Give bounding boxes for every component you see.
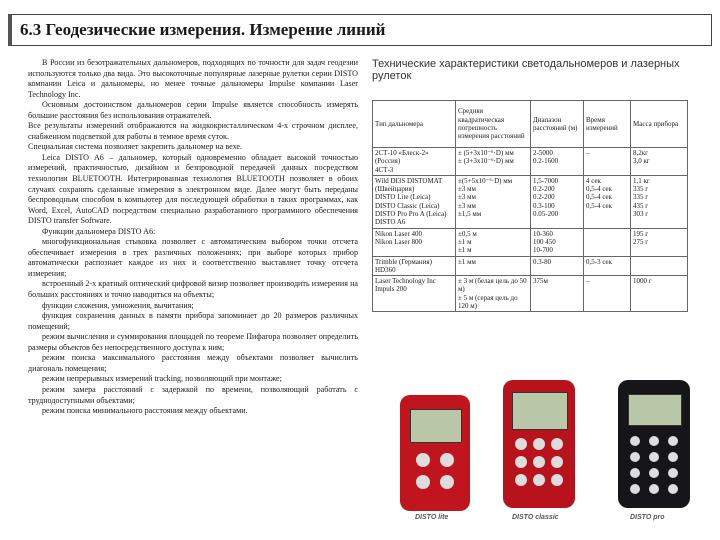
device-label: DISTO classic bbox=[512, 514, 559, 521]
disto-lite-device bbox=[400, 395, 470, 511]
table-cell: Nikon Laser 400 Nikon Laser 800 bbox=[373, 228, 456, 256]
device-key bbox=[440, 453, 454, 467]
body-paragraph: режим замера расстояний с задержкой по времени, позволяющий работать с труднодоступными объектами; bbox=[28, 384, 358, 405]
body-paragraph: Leica DISTO A6 – дальномер, который одновременно обладает высокой точностью измерений, практичностью, дизайном и безпроводной передачей данных посредством технологии BLUETOOTH. Интегрированная технология BLUETOOTH позволяет в обоих случаях сохранять сделанные измерения в электронном виде. Далее могут быть переданы беспроводным способом в компьютер для последующей обработки в таких программах, как Word, Excel, AutoCAD посредством специально разработанного программного обеспечения DISTO transfer Software. bbox=[28, 152, 358, 226]
table-header-cell: Средняя квадратическая погрешность измерения расстояний bbox=[456, 101, 531, 148]
table-cell: 375м bbox=[531, 276, 584, 312]
device-screen bbox=[628, 394, 682, 426]
device-key bbox=[649, 468, 659, 478]
table-cell: Laser Technology Inc Impuls 200 bbox=[373, 276, 456, 312]
device-key bbox=[668, 468, 678, 478]
device-key bbox=[668, 452, 678, 462]
table-cell: Wild DI3S DISTOMAT (Швейцария) DISTO Lite (Leica) DISTO Classic (Leica) DISTO Pro Pro A (Leica) DISTO A6 bbox=[373, 175, 456, 228]
body-paragraph: функция сохранения данных в памяти прибора запоминает до 20 размеров различных помещений; bbox=[28, 311, 358, 331]
device-key bbox=[649, 436, 659, 446]
body-paragraph: Все результаты измерений отображаются на жидкокристаллическом 4-х строчном дисплее, снабженном подсветкой для работы в темное время суток. bbox=[28, 121, 358, 141]
table-cell: 10-360 100 450 10-700 bbox=[531, 228, 584, 256]
device-key bbox=[416, 453, 430, 467]
device-key bbox=[533, 438, 545, 450]
table-row bbox=[373, 256, 688, 276]
table-cell: Trimble (Германия) HD360 bbox=[373, 256, 456, 276]
device-key bbox=[515, 474, 527, 486]
table-title: Технические характеристики светодальномеров и лазерных рулеток bbox=[372, 58, 680, 82]
body-paragraph: режим поиска минимального расстояния между объектами. bbox=[42, 406, 248, 416]
device-key bbox=[649, 484, 659, 494]
device-key bbox=[440, 475, 454, 489]
body-paragraph: многофункциональная стыковка позволяет с автоматическим выбором точки отсчета обеспечивает измерения в трех различных положениях; при выборе которых прибор автоматически распознает каждое из них и соответственно выставляет точку отсчета измерения; bbox=[28, 237, 358, 278]
device-key bbox=[515, 438, 527, 450]
body-paragraph: функции сложения, умножения, вычитания; bbox=[42, 300, 194, 310]
device-key bbox=[630, 484, 640, 494]
body-paragraph: Основным достоинством дальномеров серии Impulse является способность измерять большие расстояния без использования отражателей. bbox=[28, 100, 358, 120]
table-row bbox=[373, 148, 688, 176]
device-key bbox=[630, 436, 640, 446]
table-cell: 0,5-3 сек bbox=[584, 256, 631, 276]
device-key bbox=[630, 468, 640, 478]
table-cell: 8,2кг 3,0 кг bbox=[631, 148, 688, 176]
table-cell: ±1 мм bbox=[456, 256, 531, 276]
table-cell: 1,5-7000 0.2-200 0.2-200 0.3-100 0.05-200 bbox=[531, 175, 584, 228]
table-row bbox=[373, 276, 688, 312]
device-label: DISTO pro bbox=[630, 514, 665, 521]
body-paragraph: В России из безотражательных дальномеров, подходящих по точности для задач геодезии используются только два вида. Это высокоточные популярные лазерные рулетки серии DISTO компании Leica и дальномеры, но менее точные дальномеры Impulse компании Laser Technology Inc. bbox=[28, 58, 358, 99]
table-cell: ±0,5 м ±1 м ±1 м bbox=[456, 228, 531, 256]
disto-classic-device bbox=[503, 380, 575, 508]
table-row bbox=[373, 175, 688, 228]
table-cell: ± (5+3х10⁻⁶·D) мм ± (3+3х10⁻⁶·D) мм bbox=[456, 148, 531, 176]
table-cell: 2-5000 0.2-1600 bbox=[531, 148, 584, 176]
table-header-cell: Тип дальномера bbox=[373, 101, 456, 148]
table-cell: ±(5+5х10⁻⁶·D) мм ±3 мм ±3 мм ±3 мм ±1,5 мм bbox=[456, 175, 531, 228]
body-paragraph: режим вычисления и суммирования площадей по теореме Пифагора позволяет определить размеры объектов без непосредственного доступа к ним; bbox=[28, 332, 358, 352]
table-cell bbox=[631, 256, 688, 276]
table-cell: 2СТ-10 «Блеск-2» (Россия) 4СТ-3 bbox=[373, 148, 456, 176]
slide-title: 6.3 Геодезические измерения. Измерение линий bbox=[20, 20, 386, 39]
device-key bbox=[416, 475, 430, 489]
device-key bbox=[668, 484, 678, 494]
table-cell: ± 3 м (белая цель до 50 м) ± 5 м (серая цель до 120 м) bbox=[456, 276, 531, 312]
slide-title-bar bbox=[8, 14, 712, 46]
body-paragraph: режим непрерывных измерений tracking, позволяющий при монтаже; bbox=[42, 374, 282, 384]
table-row bbox=[373, 228, 688, 256]
disto-pro-device bbox=[618, 380, 690, 508]
table-header-cell: Диапазон расстояний (м) bbox=[531, 101, 584, 148]
device-screen bbox=[512, 392, 568, 430]
table-cell: 195 г 275 г bbox=[631, 228, 688, 256]
table-header-cell: Масса прибора bbox=[631, 101, 688, 148]
body-paragraph: Функции дальномера DISTO A6: bbox=[42, 226, 156, 236]
body-paragraph: Специальная система позволяет закрепить дальномер на вехе. bbox=[28, 142, 243, 152]
device-label: DISTO lite bbox=[415, 514, 449, 521]
table-header-row bbox=[373, 101, 688, 148]
device-key bbox=[533, 474, 545, 486]
table-cell: 1,1 кг 335 г 335 г 435 г 303 г bbox=[631, 175, 688, 228]
device-key bbox=[551, 438, 563, 450]
body-paragraph: режим поиска максимального расстояния между объектами позволяет вычислить диагональ помещения; bbox=[28, 353, 358, 373]
table-cell: – bbox=[584, 148, 631, 176]
table-header-cell: Время измерений bbox=[584, 101, 631, 148]
spec-table bbox=[372, 100, 688, 312]
device-screen bbox=[410, 409, 462, 443]
device-key bbox=[630, 452, 640, 462]
device-key bbox=[649, 452, 659, 462]
table-cell: 4 сек 0,5-4 сек 0,5-4 сек 0,5-4 сек bbox=[584, 175, 631, 228]
table-cell: 1000 г bbox=[631, 276, 688, 312]
device-key bbox=[515, 456, 527, 468]
body-paragraph: встроенный 2-х кратный оптический цифровой визир позволяет производить измерения на больших расстояниях и точно наводиться на объекты; bbox=[28, 279, 358, 300]
device-key bbox=[533, 456, 545, 468]
table-cell bbox=[584, 228, 631, 256]
device-key bbox=[551, 456, 563, 468]
table-cell: 0.3-80 bbox=[531, 256, 584, 276]
body-text bbox=[28, 58, 358, 518]
device-key bbox=[551, 474, 563, 486]
device-key bbox=[668, 436, 678, 446]
table-cell: – bbox=[584, 276, 631, 312]
